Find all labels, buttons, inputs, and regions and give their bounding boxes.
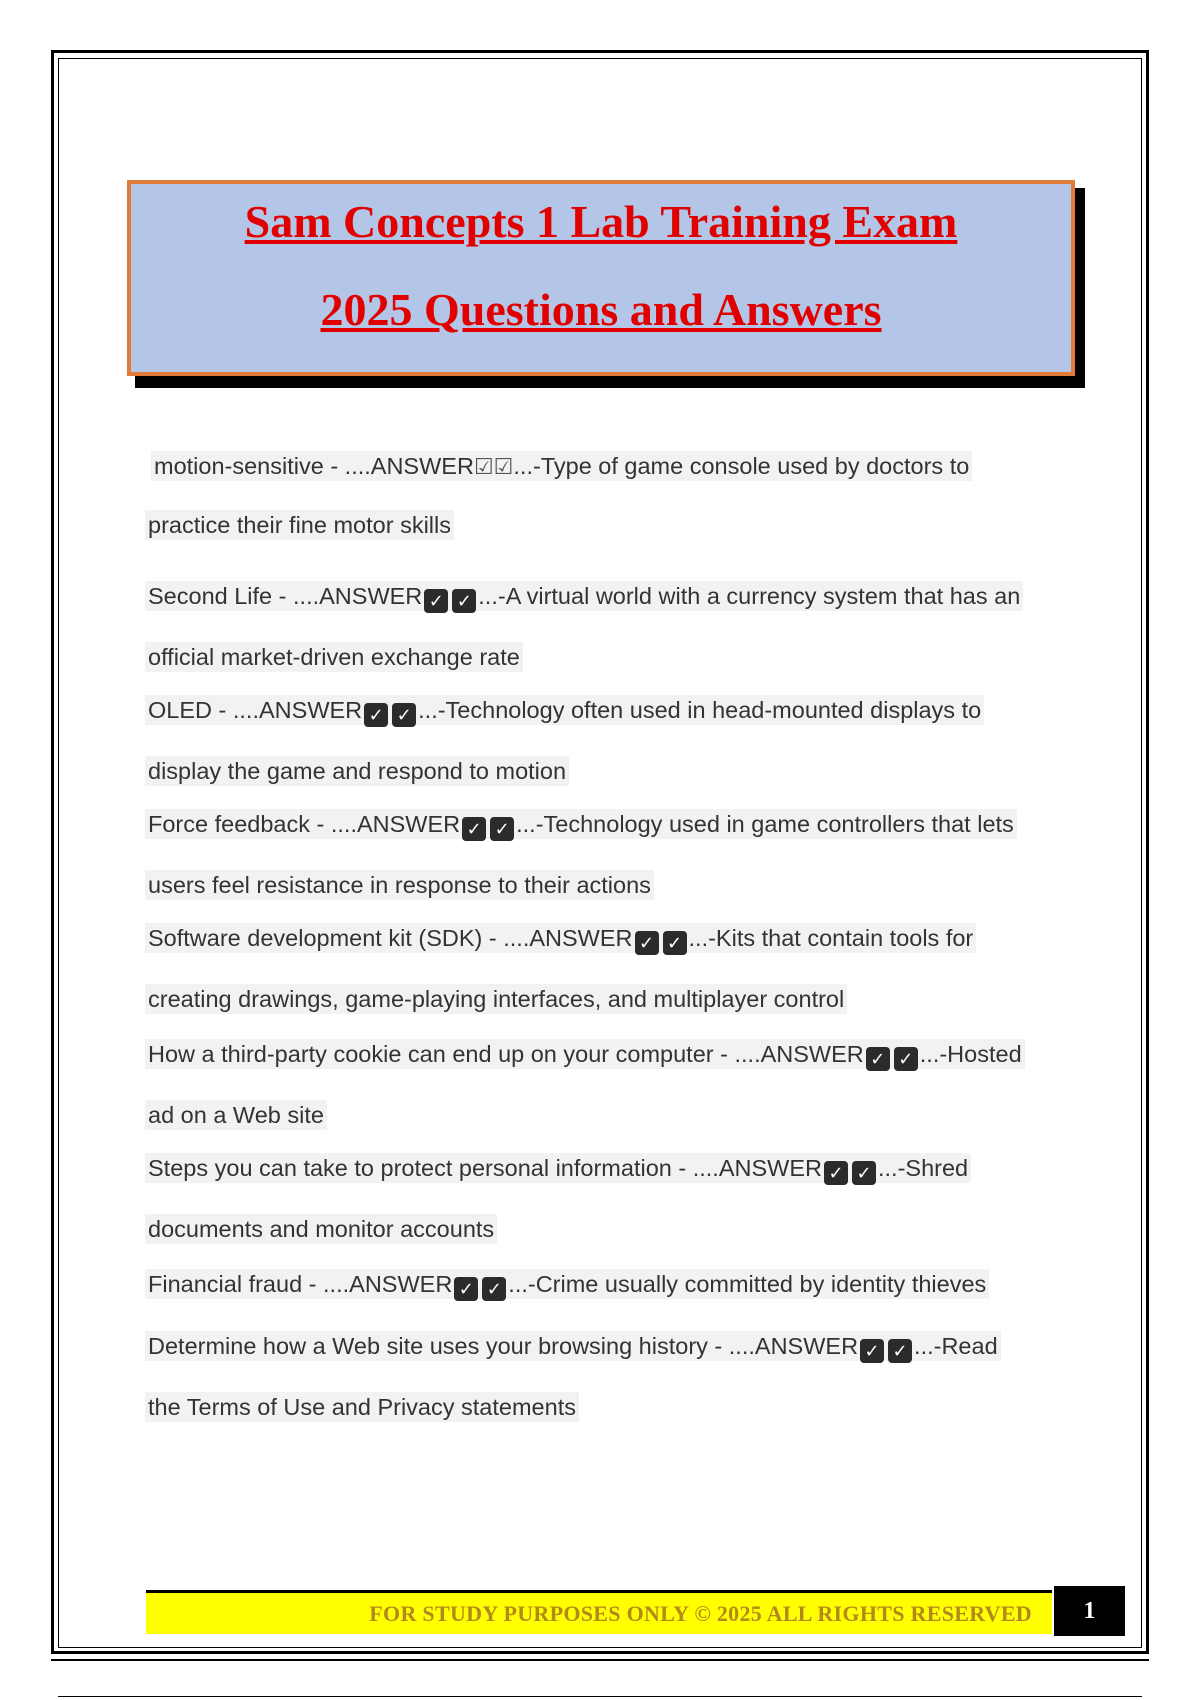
qa-item	[145, 1270, 989, 1301]
qa-line-text	[145, 923, 976, 953]
check-box-icon: ✓	[824, 1161, 848, 1185]
qa-item	[145, 1154, 971, 1243]
qa-answer-continuation	[145, 643, 1023, 671]
qa-answer-text: ...-Kits that contain tools for	[688, 925, 974, 951]
check-box-icon: ✓	[454, 1277, 478, 1301]
qa-answer-continuation	[145, 511, 972, 539]
qa-question-text: Force feedback - ....ANSWER	[148, 811, 461, 837]
qa-item	[148, 452, 972, 539]
title-box	[127, 180, 1075, 376]
qa-line-text	[145, 1269, 989, 1299]
qa-answer-text: ...-Shred	[877, 1155, 969, 1181]
qa-question-line	[151, 452, 972, 481]
qa-line-text	[151, 451, 972, 481]
qa-answer-continuation-text: ad on a Web site	[145, 1100, 327, 1130]
qa-answer-continuation-text: documents and monitor accounts	[145, 1214, 497, 1244]
check-box-icon: ✓	[462, 817, 486, 841]
page-bottom-rule	[51, 1659, 1149, 1661]
title-line-1: Sam Concepts 1 Lab Training Exam	[244, 196, 958, 247]
qa-question-line	[145, 1270, 989, 1301]
qa-answer-continuation-text: the Terms of Use and Privacy statements	[145, 1392, 579, 1422]
check-box-icon: ✓	[452, 589, 476, 613]
check-box-icon: ✓	[663, 931, 687, 955]
qa-question-line	[145, 696, 984, 727]
qa-answer-text: ...-Hosted	[919, 1041, 1022, 1067]
qa-answer-text: ...-Technology used in game controllers that lets	[516, 811, 1014, 837]
qa-question-text: Financial fraud - ....ANSWER	[148, 1271, 453, 1297]
check-box-icon: ✓	[490, 817, 514, 841]
qa-question-line	[145, 810, 1017, 841]
qa-item	[145, 1040, 1025, 1129]
qa-question-text: Second Life - ....ANSWER	[148, 583, 423, 609]
check-box-icon: ✓	[894, 1047, 918, 1071]
page-number: 1	[1054, 1586, 1125, 1636]
ballot-box-check-icon: ☑	[493, 454, 514, 479]
qa-question-line	[145, 924, 976, 955]
qa-line-text	[145, 695, 984, 725]
qa-answer-continuation	[145, 1393, 1001, 1421]
qa-answer-continuation-text: practice their fine motor skills	[145, 510, 454, 540]
qa-question-line	[145, 1332, 1001, 1363]
qa-question-text: motion-sensitive - ....ANSWER	[154, 453, 474, 479]
qa-question-text: OLED - ....ANSWER	[148, 697, 363, 723]
qa-line-text	[145, 809, 1017, 839]
qa-answer-continuation-text: official market-driven exchange rate	[145, 642, 523, 672]
check-box-icon: ✓	[482, 1277, 506, 1301]
qa-item	[145, 1332, 1001, 1421]
check-box-icon: ✓	[424, 589, 448, 613]
ballot-box-check-icon: ☑	[473, 454, 494, 479]
check-box-icon: ✓	[888, 1339, 912, 1363]
qa-answer-text: ...-Crime usually committed by identity thieves	[508, 1271, 987, 1297]
qa-item	[145, 810, 1017, 899]
qa-answer-continuation	[145, 1215, 971, 1243]
qa-line-text	[145, 1331, 1001, 1361]
next-page-top-rule	[58, 1696, 1142, 1697]
qa-answer-continuation-text: display the game and respond to motion	[145, 756, 569, 786]
qa-answer-continuation	[145, 757, 984, 785]
qa-question-text: How a third-party cookie can end up on your computer - ....ANSWER	[148, 1041, 864, 1067]
qa-question-line	[145, 1040, 1025, 1071]
qa-question-text: Determine how a Web site uses your browsing history - ....ANSWER	[148, 1333, 859, 1359]
footer-bar	[146, 1590, 1052, 1634]
qa-question-line	[145, 1154, 971, 1185]
title-line-2: 2025 Questions and Answers	[320, 284, 882, 335]
qa-question-line	[145, 582, 1023, 613]
qa-answer-continuation	[145, 871, 1017, 899]
qa-answer-text: ...-Type of game console used by doctors to	[513, 453, 970, 479]
footer-text: FOR STUDY PURPOSES ONLY © 2025 ALL RIGHTS RESERVED	[369, 1601, 1032, 1626]
qa-answer-continuation-text: users feel resistance in response to their actions	[145, 870, 654, 900]
qa-answer-text: ...-Technology often used in head-mounted displays to	[418, 697, 982, 723]
qa-answer-text: ...-Read	[914, 1333, 998, 1359]
qa-item	[145, 696, 984, 785]
qa-line-text	[145, 1153, 971, 1183]
qa-answer-continuation-text: creating drawings, game-playing interfaces, and multiplayer control	[145, 984, 847, 1014]
check-box-icon: ✓	[852, 1161, 876, 1185]
check-box-icon: ✓	[364, 703, 388, 727]
qa-item	[145, 582, 1023, 671]
check-box-icon: ✓	[866, 1047, 890, 1071]
check-box-icon: ✓	[860, 1339, 884, 1363]
qa-answer-continuation	[145, 985, 976, 1013]
qa-answer-continuation	[145, 1101, 1025, 1129]
qa-answer-text: ...-A virtual world with a currency system that has an	[478, 583, 1021, 609]
qa-question-text: Steps you can take to protect personal information - ....ANSWER	[148, 1155, 822, 1181]
qa-line-text	[145, 1039, 1025, 1069]
check-box-icon: ✓	[392, 703, 416, 727]
check-box-icon: ✓	[635, 931, 659, 955]
qa-item	[145, 924, 976, 1013]
qa-line-text	[145, 581, 1023, 611]
qa-question-text: Software development kit (SDK) - ....ANSWER	[148, 925, 633, 951]
